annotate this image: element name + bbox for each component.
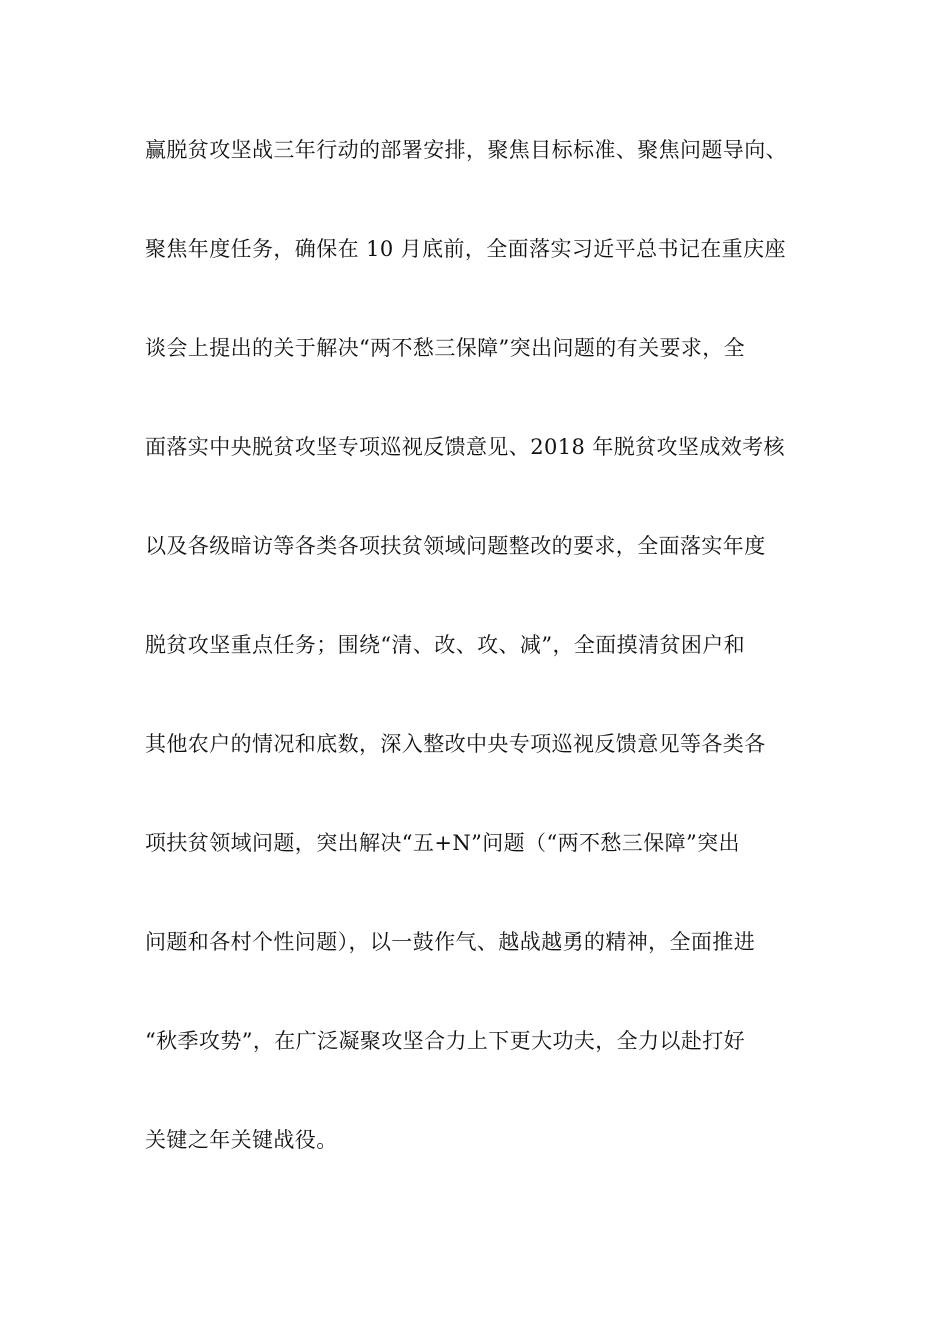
paragraph-line-5: 以及各级暗访等各类各项扶贫领域问题整改的要求，全面落实年度 [145, 534, 766, 558]
paragraph-line-4: 面落实中央脱贫攻坚专项巡视反馈意见、2018 年脱贫攻坚成效考核 [145, 435, 785, 459]
paragraph-line-7: 其他农户的情况和底数，深入整改中央专项巡视反馈意见等各类各 [145, 732, 766, 756]
paragraph-line-2: 聚焦年度任务，确保在 10 月底前，全面落实习近平总书记在重庆座 [145, 237, 786, 261]
paragraph-line-3: 谈会上提出的关于解决“两不愁三保障”突出问题的有关要求，全 [145, 336, 746, 360]
paragraph-line-11: 关键之年关键战役。 [145, 1128, 338, 1152]
paragraph-line-8: 项扶贫领域问题，突出解决“五+N”问题（“两不愁三保障”突出 [145, 831, 740, 855]
paragraph-line-9: 问题和各村个性问题），以一鼓作气、越战越勇的精神，全面推进 [145, 930, 756, 954]
paragraph-line-10: “秋季攻势”，在广泛凝聚攻坚合力上下更大功夫，全力以赴打好 [145, 1029, 746, 1053]
body-paragraph [145, 120, 815, 1209]
paragraph-line-6: 脱贫攻坚重点任务；围绕“清、改、攻、减”，全面摸清贫困户和 [145, 633, 746, 657]
paragraph-line-1: 赢脱贫攻坚战三年行动的部署安排，聚焦目标标准、聚焦问题导向、 [145, 138, 787, 162]
